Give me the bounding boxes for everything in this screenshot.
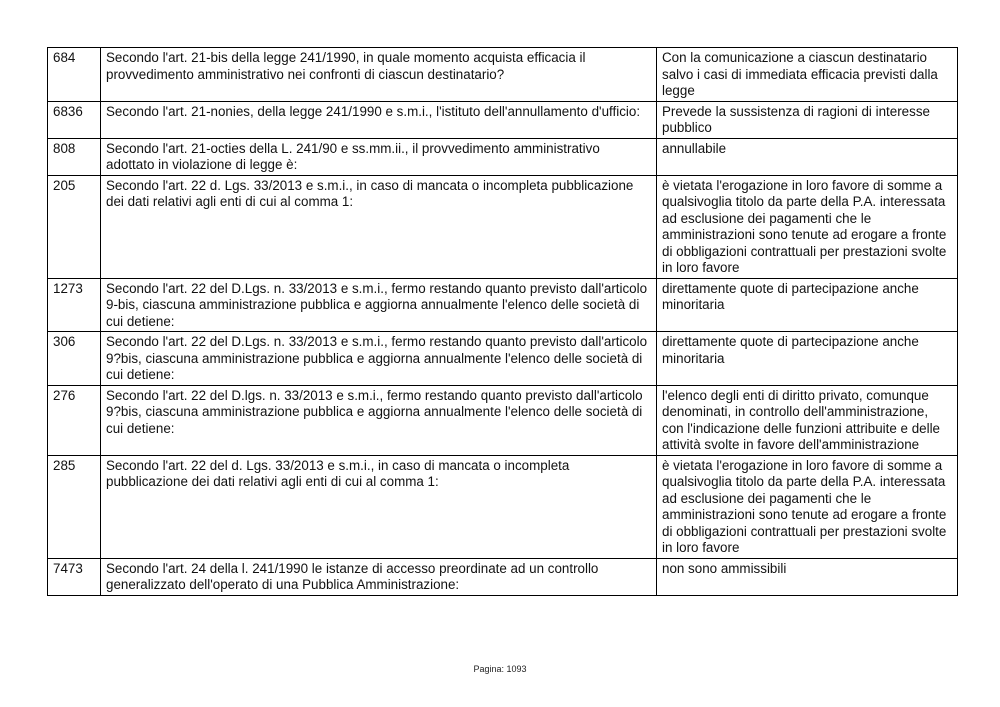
answer-text-cell: Con la comunicazione a ciascun destinatario salvo i casi di immediata efficacia previsti dalla legge — [657, 48, 958, 102]
page-number-footer: Pagina: 1093 — [473, 664, 527, 674]
question-text-cell: Secondo l'art. 22 del d. Lgs. 33/2013 e s.m.i., in caso di mancata o incompleta pubblicazione dei dati relativi agli enti di cui al comma 1: — [101, 455, 657, 558]
question-id-cell: 684 — [48, 48, 101, 102]
question-text-cell: Secondo l'art. 21-nonies, della legge 241/1990 e s.m.i., l'istituto dell'annullamento d'ufficio: — [101, 101, 657, 138]
answer-text-cell: è vietata l'erogazione in loro favore di somme a qualsivoglia titolo da parte della P.A. interessata ad esclusione dei pagamenti che le amministrazioni sono tenute ad erogare a fronte di obbligazioni contrattuali per prestazioni svolte in loro favore — [657, 175, 958, 278]
table-row — [48, 175, 958, 278]
table-row — [48, 101, 958, 138]
table-row — [48, 332, 958, 386]
table-row — [48, 138, 958, 175]
table-row — [48, 455, 958, 558]
question-id-cell: 276 — [48, 385, 101, 455]
question-text-cell: Secondo l'art. 22 del D.lgs. n. 33/2013 e s.m.i., fermo restando quanto previsto dall'articolo 9?bis, ciascuna amministrazione pubblica e aggiorna annualmente l'elenco delle società di cui detiene: — [101, 385, 657, 455]
question-answer-table — [47, 47, 958, 596]
answer-text-cell: l'elenco degli enti di diritto privato, comunque denominati, in controllo dell'amministrazione, con l'indicazione delle funzioni attribuite e delle attività svolte in favore dell'amministrazione — [657, 385, 958, 455]
question-id-cell: 306 — [48, 332, 101, 386]
question-text-cell: Secondo l'art. 24 della l. 241/1990 le istanze di accesso preordinate ad un controllo generalizzato dell'operato di una Pubblica Amministrazione: — [101, 558, 657, 595]
question-id-cell: 808 — [48, 138, 101, 175]
table-row — [48, 48, 958, 102]
answer-text-cell: è vietata l'erogazione in loro favore di somme a qualsivoglia titolo da parte della P.A. interessata ad esclusione dei pagamenti che le amministrazioni sono tenute ad erogare a fronte di obbligazioni contrattuali per prestazioni svolte in loro favore — [657, 455, 958, 558]
question-text-cell: Secondo l'art. 21-octies della L. 241/90 e ss.mm.ii., il provvedimento amministrativo adottato in violazione di legge è: — [101, 138, 657, 175]
answer-text-cell: non sono ammissibili — [657, 558, 958, 595]
question-id-cell: 205 — [48, 175, 101, 278]
table-row — [48, 558, 958, 595]
question-text-cell: Secondo l'art. 22 d. Lgs. 33/2013 e s.m.i., in caso di mancata o incompleta pubblicazione dei dati relativi agli enti di cui al comma 1: — [101, 175, 657, 278]
answer-text-cell: annullabile — [657, 138, 958, 175]
question-id-cell: 7473 — [48, 558, 101, 595]
answer-text-cell: direttamente quote di partecipazione anche minoritaria — [657, 332, 958, 386]
table-row — [48, 278, 958, 332]
question-id-cell: 285 — [48, 455, 101, 558]
answer-text-cell: Prevede la sussistenza di ragioni di interesse pubblico — [657, 101, 958, 138]
question-id-cell: 6836 — [48, 101, 101, 138]
answer-text-cell: direttamente quote di partecipazione anche minoritaria — [657, 278, 958, 332]
question-id-cell: 1273 — [48, 278, 101, 332]
question-text-cell: Secondo l'art. 22 del D.Lgs. n. 33/2013 e s.m.i., fermo restando quanto previsto dall'articolo 9-bis, ciascuna amministrazione pubblica e aggiorna annualmente l'elenco delle società di cui detiene: — [101, 278, 657, 332]
question-text-cell: Secondo l'art. 21-bis della legge 241/1990, in quale momento acquista efficacia il provvedimento amministrativo nei confronti di ciascun destinatario? — [101, 48, 657, 102]
table-row — [48, 385, 958, 455]
question-text-cell: Secondo l'art. 22 del D.Lgs. n. 33/2013 e s.m.i., fermo restando quanto previsto dall'articolo 9?bis, ciascuna amministrazione pubblica e aggiorna annualmente l'elenco delle società di cui detiene: — [101, 332, 657, 386]
